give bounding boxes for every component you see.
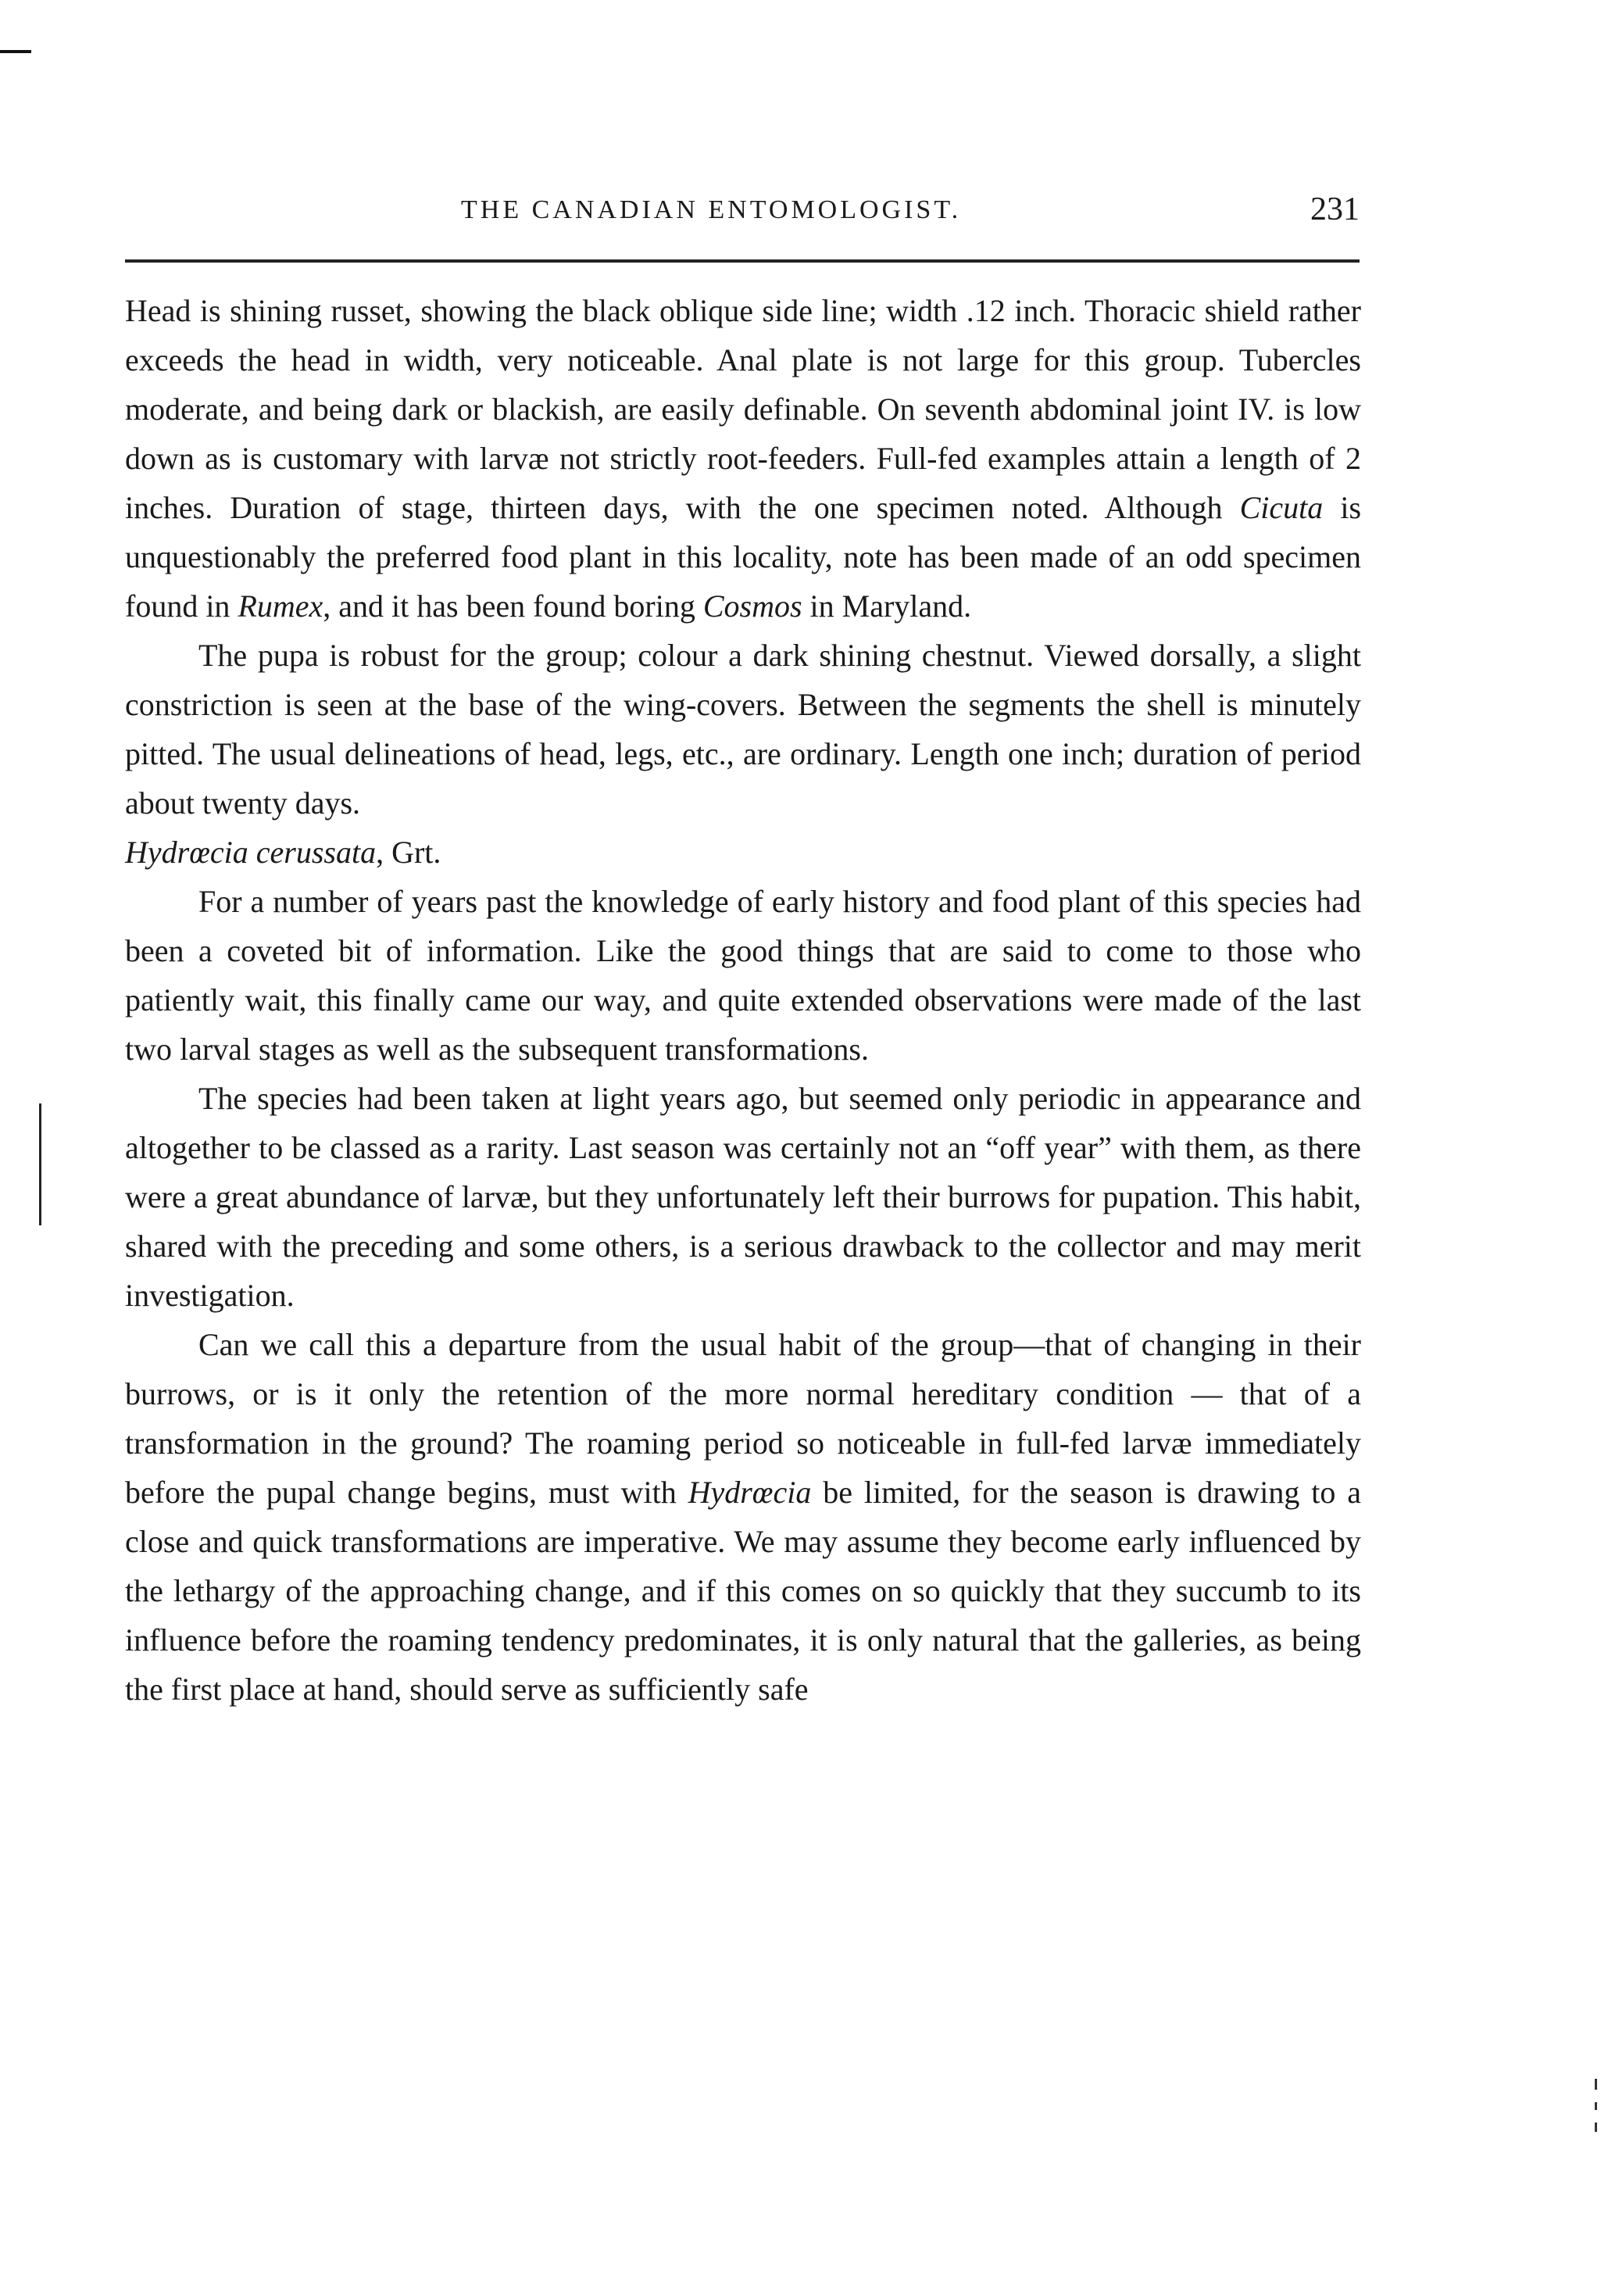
paragraph-text: is unquestionably the preferred food plant in this locality, note has been made of an odd specimen found in [125,490,1362,624]
species-heading [125,828,1361,877]
genus-name-cosmos: Cosmos [702,588,802,624]
paragraph-text: , and it has been found boring [323,588,695,624]
page-header [125,191,1360,242]
edge-speck [1595,2123,1597,2132]
running-title: THE CANADIAN ENTOMOLOGIST. [461,195,962,224]
paragraph-rarity: The species had been taken at light years ago, but seemed only periodic in appearance and altogether to be classed as a rarity. Last season was certainly not an “off year” with them, as there were a great abundance of larvæ, but they unfortunately left their burrows for pupation. This habit, shared with the preceding and some others, is a serious drawback to the collector and may merit investigation. [125,1081,1361,1313]
header-rule [125,259,1360,263]
edge-speck [1595,2102,1597,2110]
paragraph-larva-description [125,286,1361,631]
paragraph-text: Head is shining russet, showing the black oblique side line; width .12 inch. Thoracic shield rather exceeds the head in width, very noticeable. Anal plate is not large for this group. Tubercles moderate, and being dark or blackish, are easily definable. On seventh abdominal joint IV. is low down as is customary with larvæ not strictly root-feeders. Full-fed examples attain a length of 2 inches. Duration of stage, thirteen days, with the one specimen noted. [125,293,1361,525]
paragraph-text: Can we call this a departure from the usual habit of the group—that of changing in their burrows, or is it only the retention of the more normal hereditary condition — that of a transformation in the ground? The roaming period so noticeable in full-fed larvæ immediately before the pupal change begins, must with [125,1327,1361,1510]
genus-name-rumex: Rumex [238,588,323,624]
genus-name-hydroecia: Hydrœcia [688,1475,812,1510]
genus-name-cicuta: Cicuta [1239,490,1324,525]
paragraph-text: in Maryland. [809,588,972,624]
page-number: 231 [1310,191,1360,227]
page-edge-mark [0,50,31,53]
paragraph-text: Although [1104,490,1223,525]
article-body [125,286,1361,1714]
species-author: , Grt. [376,835,441,870]
paragraph-food-plant: For a number of years past the knowledge of early history and food plant of this species had been a coveted bit of information. Like the good things that are said to come to those who patiently wait, this finally came our way, and quite extended observations were made of the last two larval stages as well as the subsequent transformations. [125,884,1361,1067]
paragraph-departure [125,1320,1361,1714]
paragraph-text: be limited, for the season is drawing to a close and quick transformations are imperative. We may assume they become early influenced by the lethargy of the approaching change, and if this comes on so quickly that they succumb to its influence before the roaming tendency predominates, it is only natural that the galleries, as being the first place at hand, should serve as sufficiently safe [125,1475,1362,1707]
paragraph-pupa: The pupa is robust for the group; colour a dark shining chestnut. Viewed dorsally, a slight constriction is seen at the base of the wing-covers. Between the segments the shell is minutely pitted. The usual delineations of head, legs, etc., are ordinary. Length one inch; duration of period about twenty days. [125,638,1361,821]
margin-scan-mark [39,1103,41,1225]
species-name: Hydrœcia cerussata [125,835,377,870]
edge-speck [1595,2079,1597,2090]
